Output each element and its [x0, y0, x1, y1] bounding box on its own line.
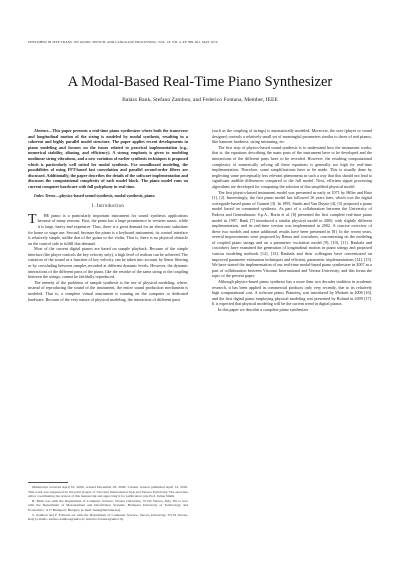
- footnotes: [28, 482, 188, 522]
- abstract-text: —This paper presents a real-time piano synthesizer where both the transverse and longitudinal motion of the string is modeled by modal synthesis, resulting in a coherent and highly parallel model structure. The paper applies recent developments in piano modeling and focuses on the issues related to practical implementation (e.g., numerical stability, aliasing, and efficiency). A strong emphasis is given to modeling nonlinear string vibrations, and a new variation of earlier synthesis techniques is proposed which is particularly well suited for modal synthesis. For soundboard modeling, the possibilities of using FFT-based fast convolution and parallel second-order filters are discussed. Additionally, the paper describes the details of the software implementation and discusses the computational complexity of each model block. The piano model runs on current computer hardware with full polyphony in real time.: [28, 128, 188, 189]
- intro-paragraph-3: The remedy of the problems of sample synthesis is the use of physical modeling, where, instead of reproducing the sound of the instrument, the entire sound production mechanism is modeled. That is, a complete virtual instrument is running on the computer or dedicated hardware. Because of the very nature of physical modeling, the interaction of different parts: [28, 279, 188, 302]
- right-column: [212, 128, 372, 313]
- right-paragraph-2: The first step of physics-based sound synthesis is to understand how the instrument works, that is, the equations describing the main parts of the instrument have to be developed and the interactions of the different parts have to be revealed. However, the resulting computational complexity of numerically solving all these equations is generally too high for real-time implementation. Therefore, some simplifications have to be made. This is usually done by neglecting some perceptually less relevant phenomena in such a way that this should not lead to significant audible differences compared to the full model. Next, efficient signal processing algorithms are developed for computing the solution of this simplified physical model.: [212, 144, 372, 189]
- left-column: [28, 128, 188, 302]
- drop-cap-rest: HE: [43, 212, 50, 218]
- footnote-rule: [28, 482, 68, 483]
- footnote-manuscript: Manuscript received April 01, 2009; revised December 03, 2009. Current version published April 14, 2010. This work was supported by the joint project of Viscount International SpA and Verona University. The associate editor coordinating the review of this manuscript and approving it for publication was Prof. Julius Smith.: [28, 485, 188, 499]
- intro-paragraph-2: Most of the current digital pianos are based on sample playback. Because of the simple interface (the player controls the key velocity only), a high level of realism can be achieved. The variation of the sound as a function of key velocity can be taken into account by linear filtering or by crossfading between samples recorded at different dynamic levels. However, the dynamic interactions of the different parts of the piano, like the restrike of the same string or the coupling between the strings, cannot be faithfully reproduced.: [28, 246, 188, 280]
- drop-cap: T: [28, 211, 37, 227]
- right-paragraph-3: The first physics-based instrument model was presented as early as 1971 by Hiller and Ruiz [1], [2]. Interestingly, the first piano model has followed 16 years later, which was the digital waveguide-based piano of Garnett [3]. In 1995, Smith and Van Duyne [4], [5] proposed a piano model based on commuted synthesis. As part of a collaboration between the University of Padova and Generalmusic S.p.A., Borin et al. [6] presented the first complete real-time piano model in 1997. Bank [7] introduced a similar physical model in 2000, with slightly different implementation, and its real-time version was implemented in 2002. A concise overview of these two models and some additional results have been presented in [8]. In the recent years, several improvements were proposed by Bensa and coworkers, concentrating on the modeling of coupled piano strings and on a parametric excitation model [9], [10], [11]. Rauhala and coworkers have examined the generation of longitudinal motion in piano strings and proposed various modeling methods [12], [13]. Rauhala and their colleagues have concentrated on improved parameter estimation techniques and efficient, parametric implementations [14], [15]. We have started the implementation of our real-time modal-based piano synthesizer in 2007 as a part of collaboration between Viscount International and Verona University, and this forms the topic of the present paper.: [212, 189, 372, 279]
- intro-paragraph-1-text: piano is a particularly important instrument for sound synthesis applications because of many reasons. First, the piano has a large prominence in western music, while it is large, heavy and expensive. Thus, there is a great demand for an electronic substitute for home or stage use. Second, because the piano is a keyboard instrument, its control interface is relatively simple, unlike that of the guitar or the violin. That is, there is no physical obstacle on the control side to fulfill this demand.: [28, 212, 188, 246]
- abstract: [28, 128, 188, 190]
- running-head: PUBLISHED IN IEEE TRANS. ON AUDIO, SPEECH, AND LANGUAGE PROCESSING, VOL. 18, NO. 4, PP. 809–821, MAY 2010: [28, 40, 218, 44]
- paper-title: A Modal-Based Real-Time Piano Synthesizer: [67, 74, 333, 90]
- intro-paragraph-1: [28, 213, 188, 247]
- index-terms-text: —physics-based sound synthesis, modal synthesis, piano.: [55, 192, 156, 198]
- abstract-label: Abstract: [34, 128, 49, 133]
- footnote-zambon-fontana-affiliation: S. Zambon and F. Fontana are with the Department of Computer Science, Verona University, 37134 Verona, Italy (e-mails: stefano.zambon@univr.it; federico.fontana@univr.it).: [28, 512, 188, 522]
- index-terms-label: Index Terms: [34, 192, 56, 198]
- footnote-bank-affiliation: B. Bank was with the Department of Computer Science, Verona University, 37134 Verona, Italy. He is now with the Department of Measurement and Information Systems, Budapest University of Technology and Economics, 1117 Budapest, Hungary (e-mail: bank@mit.bme.hu).: [28, 498, 188, 512]
- right-paragraph-4: Although physics-based piano synthesis has a more than two decades tradition in academic research, it has been applied in commercial products only very recently, due to its relatively high computational cost. A software piano, Pianoteq, was introduced by Modartt in 2006 [16], and the first digital piano employing physical modeling was presented by Roland in 2009 [17]. It is expected that physical modeling will be the current trend in digital pianos.: [212, 279, 372, 307]
- paper-authors: Balázs Bank, Stefano Zambon, and Federico Fontana, Member, IEEE: [122, 97, 278, 103]
- right-paragraph-5: In this paper we describe a complete piano synthesizer: [218, 307, 309, 312]
- index-terms: [28, 193, 188, 199]
- section-heading-introduction: I. Introduction: [91, 204, 125, 210]
- right-paragraph-1: (such as the coupling of strings) is automatically modeled. Moreover, the user (player or sound designer) controls a relatively small set of meaningful parameters similar to those of real pianos, like hammer hardness, string mistuning, etc.: [212, 128, 372, 145]
